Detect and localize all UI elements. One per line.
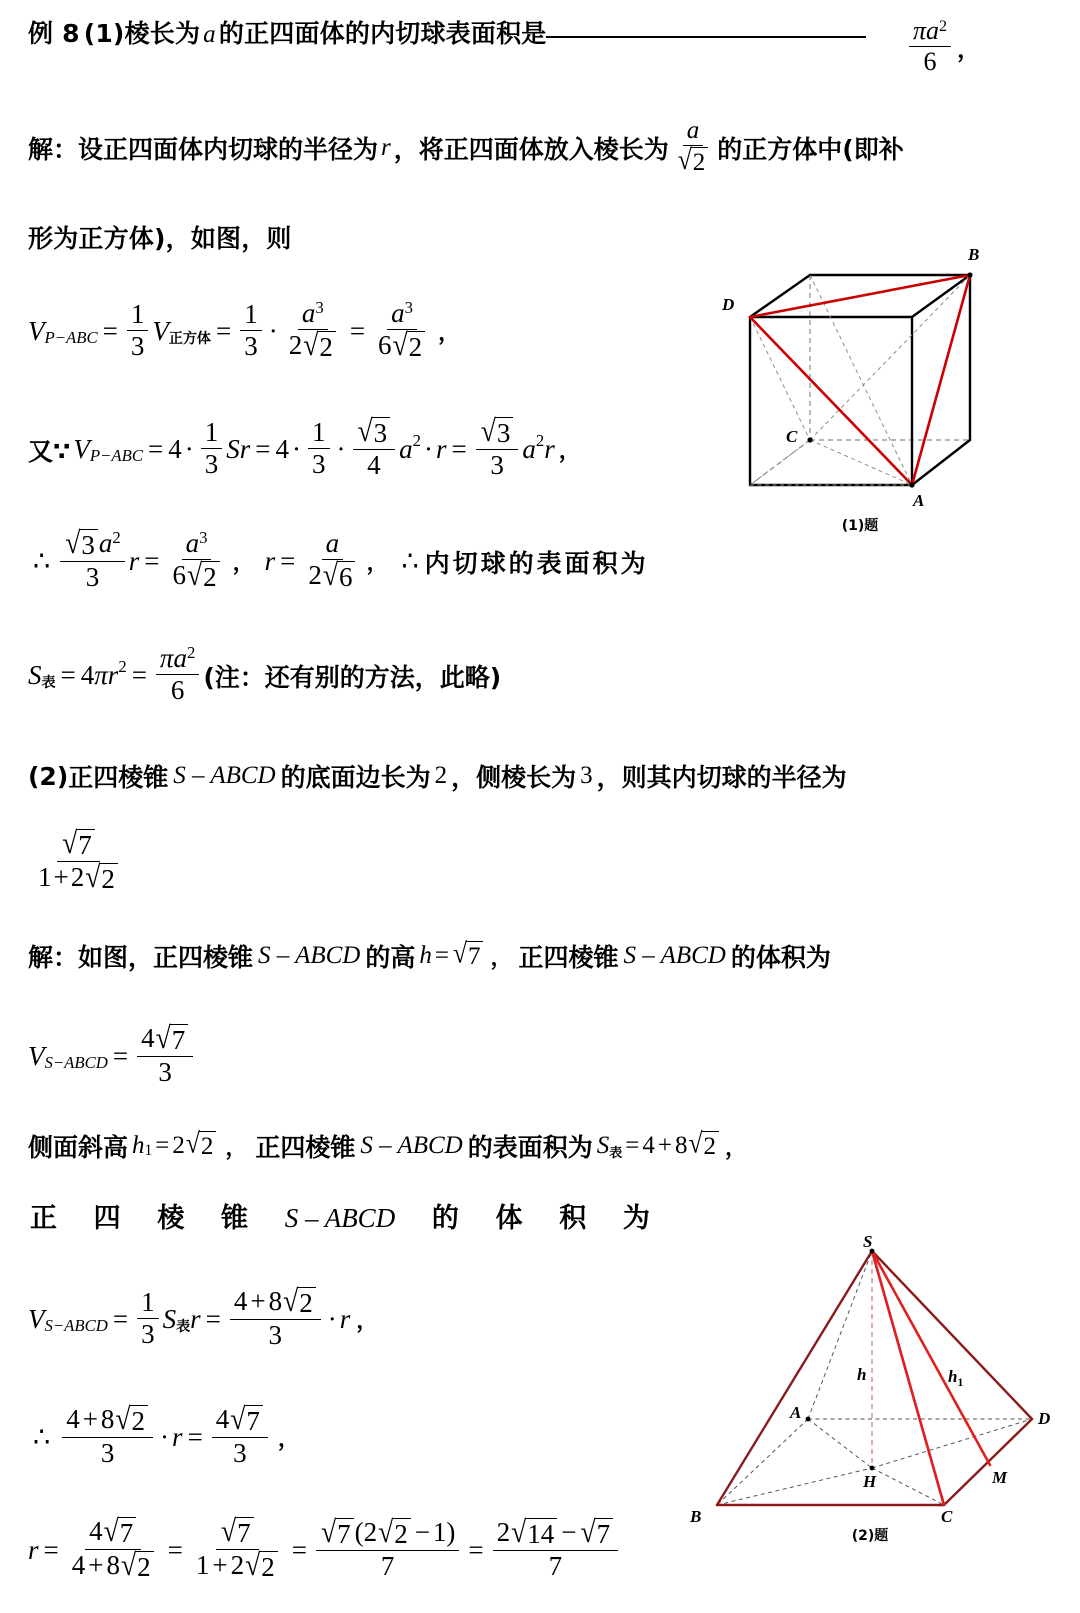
eq2-a2-sup: 2 — [535, 430, 545, 450]
slant-equals-2: = — [625, 1132, 640, 1159]
eq2-f1-num: 1 — [201, 418, 223, 449]
eq8-f2-den: 1 + 2 √ 2 — [192, 1550, 283, 1582]
cube-edge-fraction — [673, 117, 714, 176]
figure-square-pyramid — [660, 1200, 1060, 1560]
eq6-r-1: r — [190, 1304, 201, 1335]
eq8-equals-3: = — [291, 1535, 307, 1566]
eq2-f3-num: √ 3 — [353, 417, 396, 450]
problem-1-number: (1) — [83, 19, 125, 48]
eq8-f4-num: 2 √ 14 − √ 7 — [493, 1518, 618, 1551]
eq6-S: S — [162, 1304, 177, 1335]
figure1-caption: (1)题 — [841, 518, 879, 534]
answer-trailing-comma: ， — [957, 37, 981, 64]
eq3-r-2: r — [264, 546, 276, 577]
eq2-equals-3: = — [451, 434, 467, 465]
eq2-V: V — [73, 434, 90, 465]
eq3-f1-den: 3 — [85, 562, 100, 593]
eq5-V: V — [28, 1041, 45, 1072]
slant-h-sub: 1 — [144, 1142, 153, 1160]
slant-val-8: 8 — [674, 1132, 688, 1159]
justified-solid-name: S – ABCD — [284, 1203, 396, 1233]
eq6-f1-den: 3 — [141, 1319, 155, 1350]
eq3-equals-1: = — [144, 546, 160, 577]
eq8-f2-num: √ 7 — [216, 1517, 259, 1550]
eq8-equals-2: = — [167, 1535, 183, 1566]
eq2-f1-den: 3 — [204, 449, 219, 480]
eq5-den: 3 — [158, 1057, 172, 1088]
eq2-r-2: r — [544, 434, 555, 465]
eq1-V: V — [28, 316, 45, 347]
eq3-f3-num: a — [322, 529, 344, 560]
eq2-coef-4b: 4 — [275, 434, 290, 465]
eq1-V2: V — [152, 316, 169, 347]
eq1-f4-num: $a^3$ — [387, 299, 417, 330]
slant-S-sub: 表 — [609, 1145, 623, 1161]
figure2-vertex-label-C: C — [941, 1507, 953, 1526]
eq3-f1-num: √ 3 $a^2$ — [60, 529, 125, 562]
equation-solve-r — [28, 524, 649, 593]
eq6-r-2: r — [339, 1304, 351, 1335]
eq2-f4-den: 3 — [490, 450, 504, 481]
eq4-r-sup: 2 — [118, 656, 127, 676]
eq3-comma-2: ， — [366, 551, 389, 577]
problem-2-answer-num: √ 7 — [57, 829, 100, 862]
eq2-f4-num: √ 3 — [476, 417, 519, 450]
solution-1-line-2: 形为正方体)，如图，则 — [28, 224, 292, 253]
eq1-f1-den: 3 — [130, 331, 145, 362]
eq4-S: S — [28, 660, 42, 691]
eq7-f1-den: 3 — [100, 1438, 115, 1469]
justified-char-5: 的 — [431, 1203, 459, 1234]
eq2-equals-1: = — [148, 434, 164, 465]
eq1-f3-den: 2 √ 2 — [285, 330, 341, 362]
eq6-f1-num: 1 — [137, 1288, 159, 1319]
eq7-f1-num: 4 + 8 √ 2 — [62, 1405, 153, 1438]
eq2-f3-den: 4 — [367, 450, 381, 481]
eq3-f2-num: $a^3$ — [182, 529, 212, 560]
cube-hidden-edges — [750, 275, 970, 485]
eq2-because: 又∵ — [28, 436, 71, 466]
solution-2-label: 解： — [28, 943, 79, 972]
figure1-vertex-label-C: C — [786, 427, 798, 446]
figure2-vertex-label-A: A — [790, 1403, 802, 1422]
problem-2-text-3: ，侧棱长为 — [451, 763, 577, 792]
figure1-vertex-label-A: A — [913, 491, 925, 510]
eq3-r-1: r — [128, 546, 140, 577]
slant-text-2: 正四棱锥 — [255, 1133, 356, 1162]
figure1-vertex-label-D: D — [722, 295, 735, 314]
eq4-f-den: 6 — [170, 675, 185, 706]
equation-final-r — [28, 1512, 622, 1583]
eq1-equals-1: = — [102, 316, 118, 347]
problem-2-text-1: 正四棱锥 — [68, 763, 169, 792]
problem-2-text-4: ，则其内切球的半径为 — [596, 763, 847, 792]
eq3-equals-2: = — [280, 546, 296, 577]
eq7-dot: · — [160, 1422, 170, 1453]
solution-2-line-1 — [28, 938, 831, 974]
solution-1-var-r: r — [381, 133, 391, 161]
equation-volume-sr — [28, 412, 581, 481]
slant-solid-name: S – ABCD — [360, 1132, 463, 1159]
eq2-comma: ， — [558, 439, 581, 465]
problem-1-answer — [905, 18, 980, 77]
eq4-equals-2: = — [131, 660, 147, 691]
slant-S: S — [596, 1132, 610, 1159]
eq2-V-sub: P−ABC — [89, 445, 144, 465]
eq6-dot: · — [327, 1304, 337, 1335]
eq2-dot-2: · — [292, 434, 302, 465]
figure2-caption: (2)题 — [851, 1528, 889, 1544]
justified-char-7: 积 — [559, 1203, 587, 1234]
justified-char-6: 体 — [495, 1203, 523, 1234]
cube-svg — [700, 235, 1030, 535]
slant-radicand-2: 2 — [701, 1131, 719, 1161]
cube-edge-numerator: a — [683, 117, 704, 146]
eq2-coef-4a: 4 — [168, 434, 182, 465]
eq4-coef: 4 — [80, 660, 95, 691]
eq5-num: 4 √ 7 — [137, 1024, 193, 1057]
cube-solid-edges — [750, 275, 970, 485]
eq7-comma: ， — [277, 1427, 300, 1453]
slant-equals-1: = — [155, 1132, 170, 1159]
figure1-vertex-label-B: B — [968, 245, 980, 264]
eq2-a-base: a — [399, 434, 413, 465]
eq2-a-sup: 2 — [412, 430, 422, 450]
example-prefix: 例 8 — [28, 19, 80, 48]
eq8-f3-den: 7 — [380, 1551, 395, 1582]
equation-equate — [28, 1400, 300, 1469]
eq8-equals-1: = — [43, 1535, 59, 1566]
answer-fraction — [909, 17, 951, 76]
vertex-a-dot — [909, 482, 914, 487]
eq6-equals-1: = — [112, 1304, 129, 1335]
solution-2-comma: ， — [490, 945, 513, 971]
eq5-equals: = — [112, 1041, 129, 1072]
eq1-f2-den: 3 — [244, 331, 258, 362]
slant-text-3: 的表面积为 — [467, 1133, 593, 1162]
problem-2-statement — [28, 758, 847, 794]
problem-2-lateral-edge: 3 — [580, 762, 593, 789]
eq1-f3-num: $a^3$ — [298, 299, 328, 330]
solution-2-text-2: 的高 — [365, 943, 416, 972]
eq7-f2-den: 3 — [233, 1438, 247, 1469]
eq1-comma: ， — [438, 321, 461, 347]
vertex-b-dot — [967, 272, 972, 277]
slant-h-var: h — [132, 1132, 145, 1159]
slant-radicand: 2 — [199, 1131, 217, 1161]
line-slant-height: 侧面斜高 h 1 = 2 √ 2 ， 正四棱锥 S – ABCD 的表面积为 S 表 = 4 + 8 √ 2 ， — [28, 1126, 747, 1162]
pyramid-hidden-edges — [717, 1251, 1032, 1505]
eq6-V-sub: S−ABCD — [44, 1315, 108, 1335]
figure-cube-tetrahedron — [700, 235, 1030, 535]
solution-2-h-var: h — [419, 942, 432, 969]
eq2-f2-num: 1 — [308, 418, 330, 449]
answer-denominator: 6 — [923, 47, 937, 77]
eq4-r: r — [107, 660, 119, 691]
pyramid-highlight-lines — [872, 1251, 990, 1505]
eq2-r-1: r — [436, 434, 447, 465]
eq8-f1-den: 4 + 8 √ 2 — [68, 1550, 159, 1582]
eq5-V-sub: S−ABCD — [44, 1052, 108, 1072]
justified-char-8: 为 — [622, 1203, 650, 1234]
eq1-f2-num: 1 — [240, 300, 262, 331]
eq3-therefore-1: ∴ — [33, 546, 51, 577]
eq1-f4-den: 6 √ 2 — [374, 330, 430, 362]
eq3-therefore-2: ∴ — [401, 546, 419, 577]
eq4-note: (注：还有别的方法，此略) — [203, 662, 502, 692]
equation-volume-with-r — [28, 1282, 379, 1351]
problem-2-text-2: 的底面边长为 — [280, 763, 431, 792]
figure2-measure-label-h: h — [857, 1365, 867, 1384]
eq1-equals-3: = — [349, 316, 366, 347]
eq2-equals-2: = — [255, 434, 271, 465]
problem-2-answer-fraction — [34, 824, 123, 895]
problem-2-answer — [30, 824, 127, 895]
eq6-f2-den: 3 — [268, 1320, 283, 1351]
eq4-pi: π — [94, 660, 108, 691]
figure2-measure-label-h1: $h_1$ — [948, 1367, 964, 1390]
eq2-a2-base: a — [522, 434, 536, 465]
slant-text-1: 侧面斜高 — [28, 1133, 129, 1162]
eq8-equals-4: = — [468, 1535, 484, 1566]
problem-1-text-1: 棱长为 — [124, 19, 201, 48]
eq6-equals-2: = — [205, 1304, 221, 1335]
answer-numerator: $\pi a^2$ — [909, 17, 951, 47]
solution-2-text-3: 正四棱锥 — [518, 943, 619, 972]
problem-1-var-a: a — [203, 21, 216, 48]
slant-coef: 2 — [172, 1132, 185, 1159]
solution-2-solid-2: S – ABCD — [623, 942, 726, 969]
eq6-comma: ， — [356, 1309, 379, 1335]
tetrahedron-edges — [750, 275, 970, 485]
eq4-S-sub: 表 — [41, 674, 56, 691]
cube-edge-denominator: √ 2 — [673, 146, 714, 176]
pyramid-vertex-dots — [806, 1249, 875, 1471]
cube-inner-diagonals — [750, 275, 970, 485]
slant-plus: + — [657, 1132, 672, 1159]
equation-surface-area — [28, 645, 501, 706]
eq7-therefore: ∴ — [33, 1422, 51, 1453]
eq1-V-sub: P−ABC — [44, 327, 98, 347]
eq8-r: r — [28, 1535, 39, 1566]
problem-1-text-2: 的正四面体的内切球表面积是 — [218, 19, 547, 48]
eq1-equals-2: = — [215, 316, 232, 347]
problem-2-answer-den: 1+2 √ 2 — [34, 862, 123, 894]
solution-1-text-3: 的正方体中(即补 — [717, 134, 904, 164]
justified-char-0: 正 — [30, 1203, 57, 1234]
justified-char-2: 棱 — [157, 1203, 185, 1234]
slant-val-4: 4 — [642, 1132, 655, 1159]
answer-blank — [546, 36, 866, 38]
problem-2-base-edge: 2 — [434, 762, 448, 789]
line-justified-pyramid-volume — [30, 1196, 650, 1235]
eq6-S-sub: 表 — [176, 1318, 191, 1335]
eq4-equals-1: = — [60, 660, 76, 691]
slant-comma-2: ， — [724, 1135, 747, 1161]
eq7-r: r — [172, 1422, 183, 1453]
problem-2-number: (2) — [28, 761, 69, 791]
solution-1-line-1 — [28, 118, 904, 177]
eq6-V: V — [28, 1304, 45, 1335]
eq8-f4-den: 7 — [548, 1551, 563, 1582]
solution-2-equals: = — [434, 942, 449, 969]
eq1-dot: · — [268, 316, 278, 347]
eq7-equals: = — [187, 1422, 203, 1453]
figure2-vertex-label-B: B — [690, 1507, 702, 1526]
problem-1-statement — [28, 20, 866, 50]
eq8-f1-num: 4 √ 7 — [85, 1517, 141, 1550]
eq3-comma-1: ， — [232, 551, 255, 577]
eq3-tail-text: 内切球的表面积为 — [424, 548, 649, 578]
eq2-f2-den: 3 — [312, 449, 326, 480]
eq1-f1-num: 1 — [127, 300, 149, 331]
solution-1-label: 解： — [28, 134, 79, 164]
problem-2-solid-name: S – ABCD — [173, 762, 276, 789]
eq1-V2-sub: 正方体 — [168, 330, 211, 347]
eq2-dot-1: · — [184, 434, 194, 465]
equation-volume-cube — [28, 300, 460, 363]
solution-1-text-1: 设正四面体内切球的半径为 — [78, 134, 379, 164]
eq3-f2-den: 6 √ 2 — [168, 560, 224, 592]
solution-2-h-value: √ 7 — [453, 941, 484, 971]
figure2-vertex-label-H: H — [863, 1472, 877, 1491]
slant-comma-1: ， — [225, 1135, 248, 1161]
solution-2-text-1: 如图，正四棱锥 — [78, 943, 254, 972]
eq2-dot-4: · — [424, 434, 434, 465]
solution-2-solid-1: S – ABCD — [258, 942, 361, 969]
vertex-c-dot — [807, 437, 812, 442]
justified-char-1: 四 — [93, 1203, 121, 1234]
eq2-dot-3: · — [336, 434, 346, 465]
figure2-vertex-label-M: M — [992, 1468, 1008, 1487]
eq4-f-num: $\pi a^2$ — [156, 644, 199, 675]
solution-1-text-2: ，将正四面体放入棱长为 — [393, 134, 669, 164]
solution-2-text-4: 的体积为 — [730, 943, 831, 972]
eq6-f2-num: 4 + 8 √ 2 — [230, 1287, 321, 1320]
eq8-f3-num: √ 7 (2 √ 2 − 1) — [316, 1518, 459, 1551]
eq3-f3-den: 2 √ 6 — [304, 560, 360, 592]
eq7-f2-num: 4 √ 7 — [212, 1405, 268, 1438]
equation-pyramid-volume — [28, 1019, 197, 1088]
figure2-vertex-label-S: S — [863, 1232, 873, 1251]
justified-char-3: 锥 — [221, 1203, 249, 1234]
figure2-vertex-label-D: D — [1038, 1409, 1051, 1428]
eq2-Sr: Sr — [226, 434, 251, 465]
